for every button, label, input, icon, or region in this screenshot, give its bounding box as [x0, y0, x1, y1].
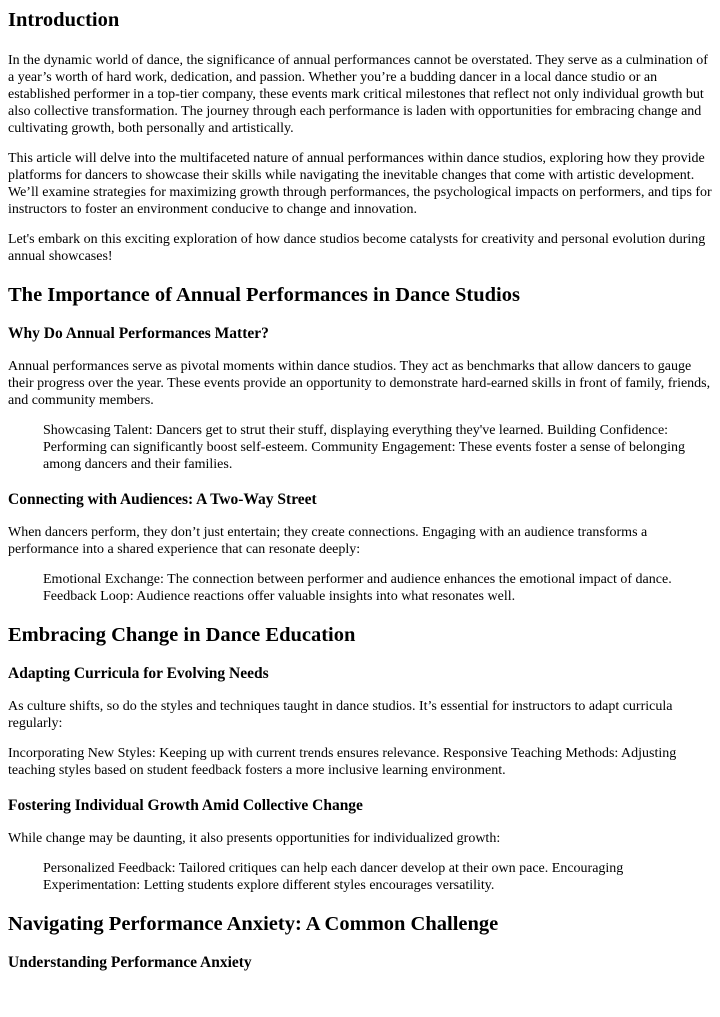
why-blockquote: Showcasing Talent: Dancers get to strut their stuff, displaying everything they've learned. Building Confidence: Performing can significantly boost self-esteem. Community Engagement: These events foster a sense of belonging among dancers and their families. — [43, 423, 686, 472]
connecting-heading: Connecting with Audiences: A Two-Way Street — [8, 491, 317, 508]
why-heading: Why Do Annual Performances Matter? — [8, 325, 269, 342]
introduction-paragraph-1: In the dynamic world of dance, the significance of annual performances cannot be overstated. They serve as a culmination of a year’s worth of hard work, dedication, and passion. Whether you’re a budding dancer in a local dance studio or an established performer in a top-tier company, these events mark critical milestones that reflect not only individual growth but also collective transformation. The journey through each performance is laden with opportunities for embracing change and cultivating growth, both personally and artistically. — [8, 53, 708, 136]
fostering-paragraph: While change may be daunting, it also presents opportunities for individualized growth: — [8, 831, 501, 846]
connecting-paragraph: When dancers perform, they don’t just entertain; they create connections. Engaging with an audience transforms a performance into a shared experience that can resonate deeply: — [8, 525, 648, 557]
understanding-heading: Understanding Performance Anxiety — [8, 954, 252, 971]
introduction-paragraph-2: This article will delve into the multifaceted nature of annual performances within dance studios, exploring how they provide platforms for dancers to showcase their skills while navigating the inevitable changes that come with artistic development. We’ll examine strategies for maximizing growth through performances, the psychological impacts on performers, and tips for instructors to foster an environment conducive to change and innovation. — [8, 151, 712, 217]
adapting-paragraph-1: As culture shifts, so do the styles and techniques taught in dance studios. It’s essential for instructors to adapt curricula regularly: — [8, 699, 673, 731]
why-paragraph: Annual performances serve as pivotal moments within dance studios. They act as benchmarks that allow dancers to gauge their progress over the year. These events provide an opportunity to demonstrate hard-earned skills in front of family, friends, and community members. — [8, 359, 711, 408]
introduction-paragraph-3: Let's embark on this exciting exploration of how dance studios become catalysts for creativity and personal evolution during annual showcases! — [8, 232, 706, 264]
fostering-blockquote: Personalized Feedback: Tailored critiques can help each dancer develop at their own pace. Encouraging Experimentation: Letting students explore different styles encourages versatility. — [43, 861, 624, 893]
anxiety-heading: Navigating Performance Anxiety: A Common Challenge — [8, 913, 499, 935]
adapting-heading: Adapting Curricula for Evolving Needs — [8, 665, 269, 682]
fostering-heading: Fostering Individual Growth Amid Collective Change — [8, 797, 363, 814]
adapting-paragraph-2: Incorporating New Styles: Keeping up with current trends ensures relevance. Responsive Teaching Methods: Adjusting teaching styles based on student feedback fosters a more inclusive learning environment. — [8, 746, 677, 778]
embracing-heading: Embracing Change in Dance Education — [8, 624, 356, 646]
importance-heading: The Importance of Annual Performances in Dance Studios — [8, 284, 520, 306]
connecting-blockquote: Emotional Exchange: The connection between performer and audience enhances the emotional impact of dance. Feedback Loop: Audience reactions offer valuable insights into what resonates well. — [43, 572, 672, 604]
introduction-heading: Introduction — [8, 9, 120, 31]
